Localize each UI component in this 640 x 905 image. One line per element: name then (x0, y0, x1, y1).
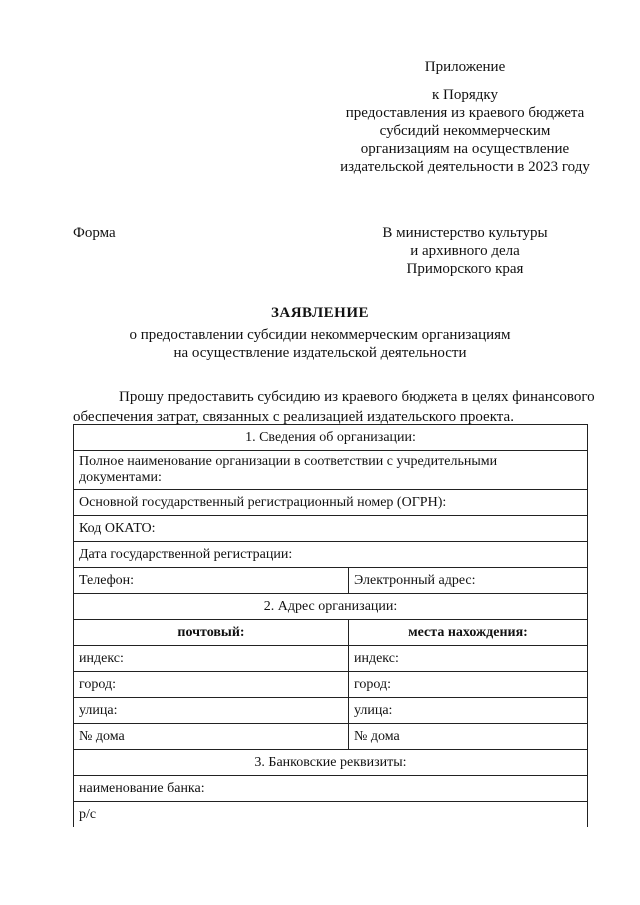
appendix-line: к Порядку (432, 87, 498, 103)
account-field[interactable]: р/с (74, 802, 588, 828)
table-row (74, 776, 588, 802)
table-row (74, 425, 588, 451)
table-row (74, 594, 588, 620)
table-row (74, 620, 588, 646)
appendix-line: организациям на осуществление (360, 141, 570, 157)
recipient-line: В министерство культуры (382, 225, 548, 241)
table-row (74, 516, 588, 542)
location-address-header: места нахождения: (348, 620, 587, 646)
email-field[interactable]: Электронный адрес: (348, 568, 587, 594)
title-block (60, 304, 580, 362)
bank-name-field[interactable]: наименование банка: (74, 776, 588, 802)
table-row (74, 698, 588, 724)
appendix-line: издательской деятельности в 2023 году (340, 159, 590, 175)
table-row (74, 568, 588, 594)
section-header-bank: 3. Банковские реквизиты: (74, 750, 588, 776)
recipient-line: Приморского края (406, 261, 524, 277)
table-row (74, 750, 588, 776)
location-street-field[interactable]: улица: (348, 698, 587, 724)
location-house-field[interactable]: № дома (348, 724, 587, 750)
postal-address-header: почтовый: (74, 620, 349, 646)
application-table (73, 424, 588, 827)
appendix-line: субсидий некоммерческим (379, 123, 551, 139)
postal-city-field[interactable]: город: (74, 672, 349, 698)
document-title: ЗАЯВЛЕНИЕ (270, 305, 370, 321)
subtitle-line: о предоставлении субсидии некоммерческим организациям (129, 327, 511, 343)
recipient-block (360, 224, 570, 278)
table-row (74, 542, 588, 568)
ogrn-field[interactable]: Основной государственный регистрационный номер (ОГРН): (74, 490, 588, 516)
table-row (74, 451, 588, 490)
appendix-block (330, 58, 600, 176)
appendix-title: Приложение (424, 59, 506, 75)
location-index-field[interactable]: индекс: (348, 646, 587, 672)
okato-field[interactable]: Код ОКАТО: (74, 516, 588, 542)
intro-paragraph: Прошу предоставить субсидию из краевого бюджета в целях финансового обеспечения затрат, связанных с реализацией издательского проекта. (73, 389, 595, 425)
table-row (74, 672, 588, 698)
postal-index-field[interactable]: индекс: (74, 646, 349, 672)
section-header-address: 2. Адрес организации: (74, 594, 588, 620)
full-name-field[interactable]: Полное наименование организации в соответствии с учредительными документами: (74, 451, 588, 490)
table-row (74, 724, 588, 750)
table-row (74, 646, 588, 672)
form-label: Форма (73, 225, 116, 241)
postal-house-field[interactable]: № дома (74, 724, 349, 750)
location-city-field[interactable]: город: (348, 672, 587, 698)
subtitle-line: на осуществление издательской деятельности (173, 345, 467, 361)
phone-field[interactable]: Телефон: (74, 568, 349, 594)
table-row (74, 802, 588, 828)
postal-street-field[interactable]: улица: (74, 698, 349, 724)
registration-date-field[interactable]: Дата государственной регистрации: (74, 542, 588, 568)
section-header-organization: 1. Сведения об организации: (74, 425, 588, 451)
appendix-line: предоставления из краевого бюджета (345, 105, 585, 121)
table-row (74, 490, 588, 516)
recipient-line: и архивного дела (410, 243, 520, 259)
